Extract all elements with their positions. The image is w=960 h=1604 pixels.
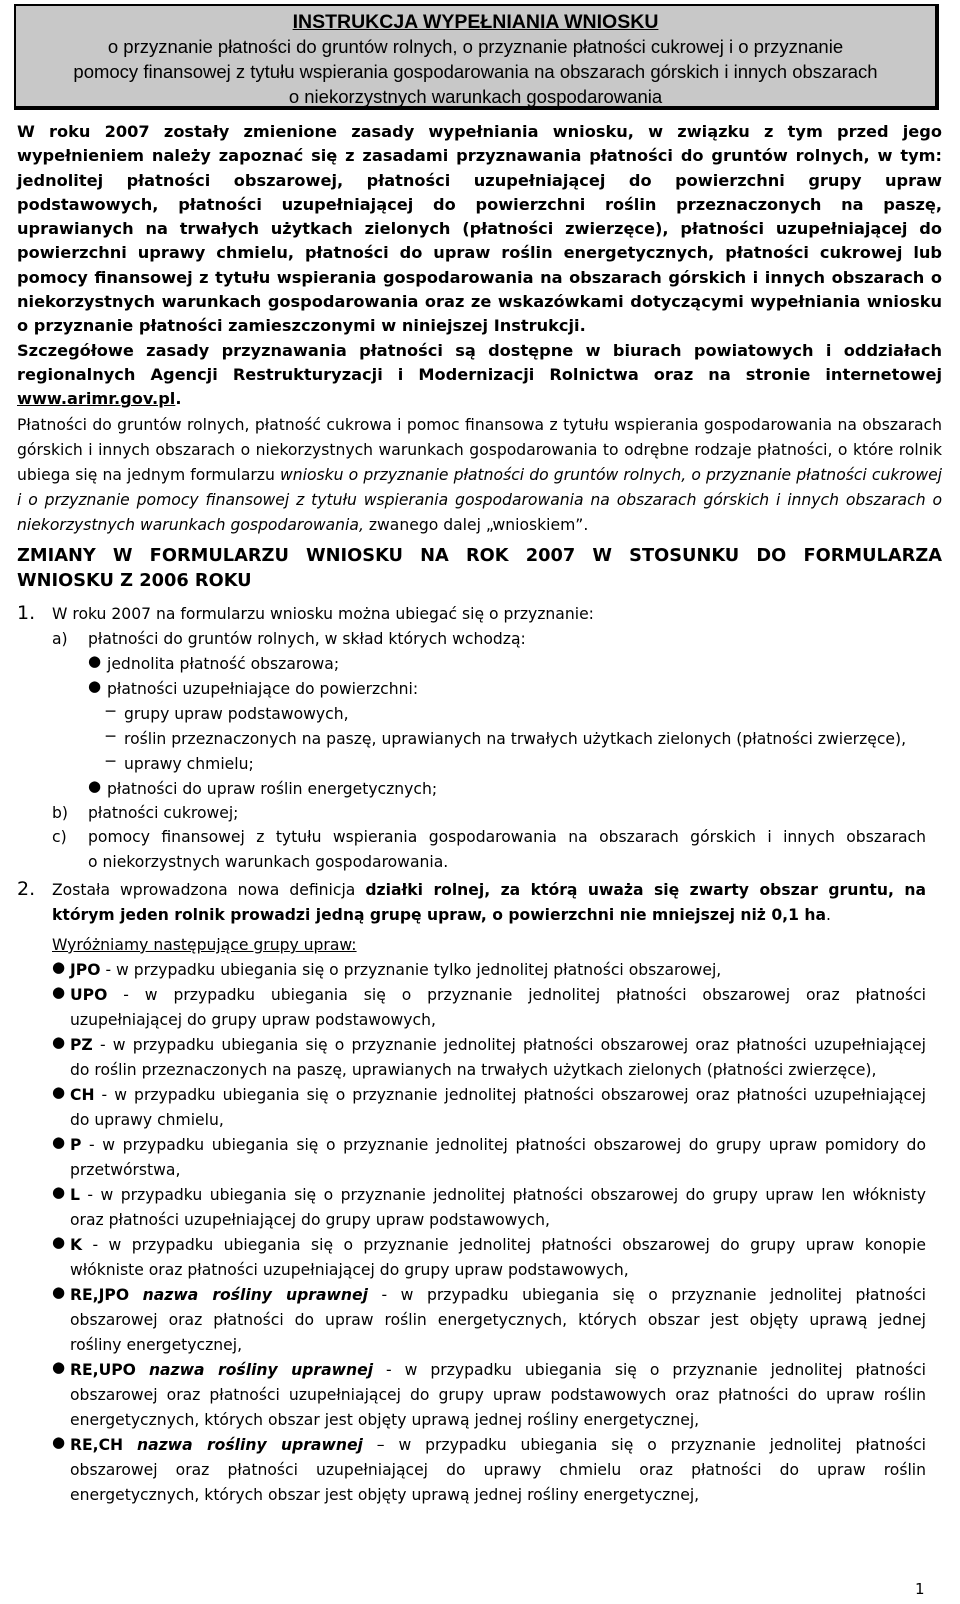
groups-heading: Wyróżniamy następujące grupy upraw: <box>52 936 357 954</box>
group-item-upo <box>70 983 926 1008</box>
list-text: grupy upraw podstawowych, <box>124 705 349 723</box>
bullet-icon: ● <box>52 958 66 976</box>
item-text <box>52 878 926 903</box>
group-description: - w przypadku ubiegania się o przyznanie jednolitej płatności obszarowej do grupy upraw pomidory do <box>81 1136 926 1154</box>
list-text: płatności cukrowej; <box>88 804 239 822</box>
list-label: a) <box>52 630 68 648</box>
document-title: INSTRUKCJA WYPEŁNIANIA WNIOSKU <box>292 11 659 33</box>
group-item-p <box>70 1133 926 1158</box>
group-description: - w przypadku ubiegania się o przyznanie jednolitej płatności <box>367 1286 926 1304</box>
payments-text: Płatności do gruntów rolnych, płatność cukrowa i pomoc finansowa z tytułu wspierania gospodarowania na obszarach górskich i innych obszarach o niekorzystnych warunkach gospodarowania to odrębne rodzaje płatności, o które rolnik ubiega się na jednym formularzu <box>17 415 942 484</box>
list-label: b) <box>52 804 68 822</box>
info-suffix: . <box>175 389 182 409</box>
group-description: oraz płatności uzupełniającej do grupy upraw podstawowych, <box>70 1211 551 1229</box>
group-description: do roślin przeznaczonych na paszę, uprawianych na trwałych użytkach zielonych (płatności zwierzęce), <box>70 1061 877 1079</box>
group-description: - w przypadku ubiegania się o przyznanie jednolitej płatności obszarowej oraz płatności uzupełniającej <box>94 1086 926 1104</box>
bullet-icon: ● <box>88 777 102 795</box>
item-number: 2. <box>17 878 36 900</box>
document-subtitle-line: pomocy finansowej z tytułu wspierania gospodarowania na obszarach górskich i innych obszarach <box>73 61 878 82</box>
bullet-icon: ● <box>88 677 102 695</box>
group-description: uzupełniającej do grupy upraw podstawowych, <box>70 1011 436 1029</box>
group-item-re-upo <box>70 1358 926 1383</box>
group-code: JPO <box>70 961 101 979</box>
payments-text-end: zwanego dalej „wnioskiem”. <box>363 516 589 535</box>
group-description: energetycznych, których obszar jest objęty uprawą jednej rośliny energetycznej, <box>70 1411 700 1429</box>
bullet-icon: ● <box>52 983 66 1001</box>
group-description: - w przypadku ubiegania się o przyznanie jednolitej płatności obszarowej do grupy upraw konopie <box>82 1236 926 1254</box>
list-text: jednolita płatność obszarowa; <box>107 655 340 673</box>
payments-paragraph <box>17 413 942 539</box>
group-description: - w przypadku ubiegania się o przyznanie tylko jednolitej płatności obszarowej, <box>100 961 722 979</box>
intro-section <box>17 120 942 539</box>
item-text: W roku 2007 na formularzu wniosku można ubiegać się o przyznanie: <box>52 605 594 623</box>
bullet-icon: ● <box>88 652 102 670</box>
group-item-re-ch <box>70 1433 926 1458</box>
item-text <box>52 903 831 928</box>
crop-name-placeholder: nazwa rośliny uprawnej <box>136 1436 363 1454</box>
bullet-icon: ● <box>52 1433 66 1451</box>
group-item-pz <box>70 1033 926 1058</box>
info-text: Szczegółowe zasady przyznawania płatności są dostępne w biurach powiatowych i oddziałach regionalnych Agencji Restrukturyzacji i Modernizacji Rolnictwa oraz na stronie internetowej <box>17 340 942 384</box>
group-code: P <box>70 1136 82 1154</box>
group-code: UPO <box>70 986 108 1004</box>
group-code: RE,UPO <box>70 1361 136 1379</box>
group-description: - w przypadku ubiegania się o przyznanie jednolitej płatności obszarowej oraz płatności uzupełniającej <box>92 1036 926 1054</box>
group-code: RE,CH <box>70 1436 124 1454</box>
title-box <box>14 4 939 110</box>
item-number: 1. <box>17 602 36 624</box>
list-text: uprawy chmielu; <box>124 755 254 773</box>
group-description: - w przypadku ubiegania się o przyznanie jednolitej płatności <box>373 1361 926 1379</box>
list-text: o niekorzystnych warunkach gospodarowania. <box>88 853 449 871</box>
arimr-website-link[interactable]: www.arimr.gov.pl <box>17 389 176 409</box>
bullet-icon: ● <box>52 1283 66 1301</box>
document-subtitle-line: o niekorzystnych warunkach gospodarowania <box>288 86 663 107</box>
page-number: 1 <box>915 1580 925 1598</box>
bullet-icon: ● <box>52 1033 66 1051</box>
definition-suffix: . <box>826 906 831 924</box>
group-item-re-jpo <box>70 1283 926 1308</box>
bullet-icon: ● <box>52 1358 66 1376</box>
group-description: przetwórstwa, <box>70 1161 181 1179</box>
list-text: roślin przeznaczonych na paszę, uprawianych na trwałych użytkach zielonych (płatności zwierzęce), <box>124 730 907 748</box>
list-text: płatności do gruntów rolnych, w skład których wchodzą: <box>88 630 526 648</box>
group-code: L <box>70 1186 80 1204</box>
list-text: płatności uzupełniające do powierzchni: <box>107 680 419 698</box>
section-heading-line: ZMIANY W FORMULARZU WNIOSKU NA ROK 2007 W STOSUNKU DO FORMULARZA <box>17 545 942 566</box>
group-description: - w przypadku ubiegania się o przyznanie jednolitej płatności obszarowej do grupy upraw len włóknisty <box>79 1186 926 1204</box>
group-description: obszarowej oraz płatności uzupełniającej do uprawy chmielu oraz płatności do upraw roślin <box>70 1461 926 1479</box>
group-code: RE,JPO <box>70 1286 130 1304</box>
group-description: rośliny energetycznej, <box>70 1336 243 1354</box>
group-description: energetycznych, których obszar jest objęty uprawą jednej rośliny energetycznej, <box>70 1486 700 1504</box>
section-heading-line: WNIOSKU Z 2006 ROKU <box>17 570 252 591</box>
group-item-ch <box>70 1083 926 1108</box>
crop-name-placeholder: nazwa rośliny uprawnej <box>142 1286 368 1304</box>
form-name-italic: wniosku o przyznanie płatności do gruntów rolnych, o przyznanie płatności cukrowej i o przyznanie pomocy finansowej z tytułu wspierania gospodarowania na obszarach górskich i innych obszarach o niekorzystnych warunkach gospodarowania, <box>17 465 943 535</box>
group-description: obszarowej oraz płatności do upraw roślin energetycznych, których obszar jest objęty uprawą jednej <box>70 1311 926 1329</box>
group-item-l <box>70 1183 926 1208</box>
list-text: płatności do upraw roślin energetycznych; <box>107 780 438 798</box>
group-code: K <box>70 1236 83 1254</box>
bullet-icon: ● <box>52 1183 66 1201</box>
info-paragraph <box>17 339 942 412</box>
dash-icon: − <box>104 752 118 770</box>
dash-icon: − <box>104 702 118 720</box>
group-description: – w przypadku ubiegania się o przyznanie jednolitej płatności <box>362 1436 926 1454</box>
group-item-jpo <box>70 958 926 983</box>
group-description: obszarowej oraz płatności uzupełniającej do grupy upraw podstawowych oraz płatności do upraw roślin <box>70 1386 926 1404</box>
bullet-icon: ● <box>52 1133 66 1151</box>
document-subtitle-line: o przyznanie płatności do gruntów rolnych, o przyznanie płatności cukrowej i o przyznanie <box>107 36 844 57</box>
changes-heading <box>17 543 942 593</box>
group-code: CH <box>70 1086 95 1104</box>
list-text: pomocy finansowej z tytułu wspierania gospodarowania na obszarach górskich i innych obszarach <box>88 828 926 846</box>
group-description: - w przypadku ubiegania się o przyznanie jednolitej płatności obszarowej oraz płatności <box>107 986 926 1004</box>
list-label: c) <box>52 828 67 846</box>
definition-prefix: Została wprowadzona nowa definicja <box>52 881 366 899</box>
group-item-k <box>70 1233 926 1258</box>
definition-bold: działki rolnej, za którą uważa się zwarty obszar gruntu, na <box>365 881 926 899</box>
group-description: włókniste oraz płatności uzupełniającej do grupy upraw podstawowych, <box>70 1261 629 1279</box>
dash-icon: − <box>104 727 118 745</box>
intro-paragraph: W roku 2007 zostały zmienione zasady wypełniania wniosku, w związku z tym przed jego wypełnieniem należy zapoznać się z zasadami przyznawania płatności do gruntów rolnych, w tym: jednolitej płatności obszarowej, płatności uzupełniającej do powierzchni grupy upraw podstawowych, płatności uzupełniającej do powierzchni roślin przeznaczonych na paszę, uprawianych na trwałych użytkach zielonych (płatności zwierzęce), płatności uzupełniającej do powierzchni uprawy chmielu, płatności do upraw roślin energetycznych, płatności cukrowej lub pomocy finansowej z tytułu wspierania gospodarowania na obszarach górskich i innych obszarach o niekorzystnych warunkach gospodarowania oraz ze wskazówkami dotyczącymi wypełniania wniosku o przyznanie płatności zamieszczonymi w niniejszej Instrukcji. <box>17 122 942 336</box>
group-code: PZ <box>70 1036 93 1054</box>
bullet-icon: ● <box>52 1083 66 1101</box>
definition-bold: którym jeden rolnik prowadzi jedną grupę upraw, o powierzchni nie mniejszej niż 0,1 ha <box>52 906 826 924</box>
bullet-icon: ● <box>52 1233 66 1251</box>
group-description: do uprawy chmielu, <box>70 1111 224 1129</box>
crop-name-placeholder: nazwa rośliny uprawnej <box>148 1361 374 1379</box>
